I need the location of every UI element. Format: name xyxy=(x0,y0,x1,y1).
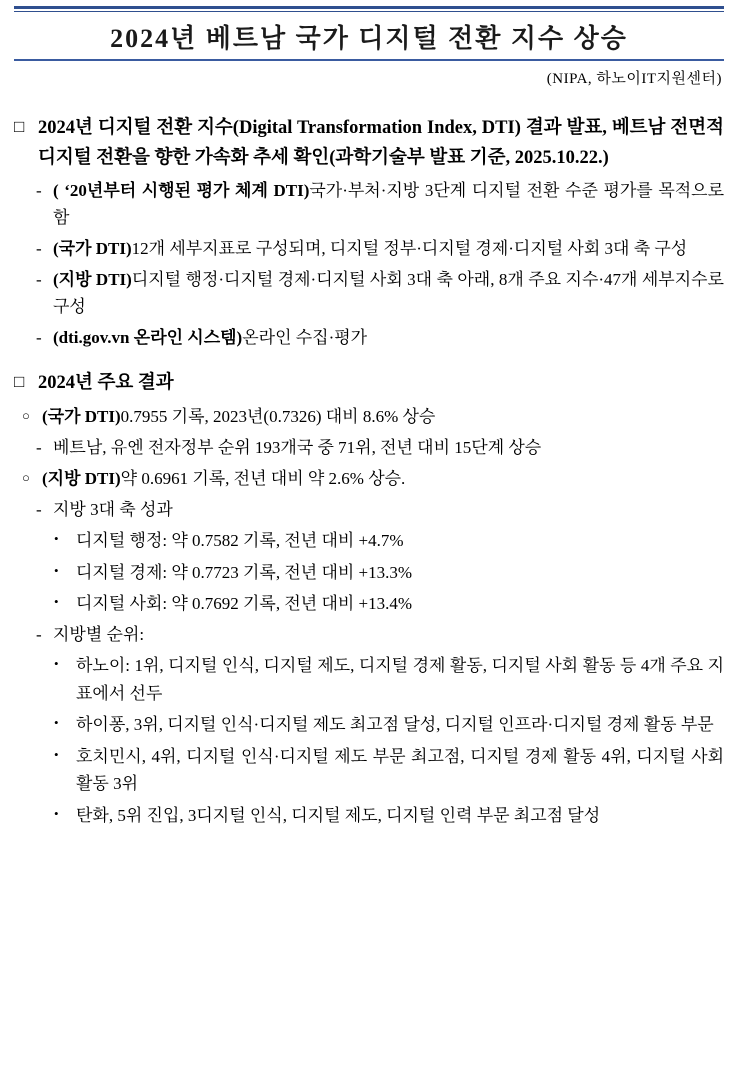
list-item-text xyxy=(53,266,724,321)
list-item-text xyxy=(53,324,724,352)
list-item-body: 디지털 사회: 약 0.7692 기록, 전년 대비 +13.4% xyxy=(76,594,413,614)
list-item-text xyxy=(53,235,724,263)
list-item-text xyxy=(76,802,724,830)
list-item xyxy=(14,711,724,739)
dot-bullet-icon: • xyxy=(54,594,59,610)
list-item-label: (지방 DTI) xyxy=(42,469,121,489)
dash-bullet-icon: - xyxy=(36,499,42,519)
list-item xyxy=(14,743,724,798)
list-item-body: 탄화, 5위 진입, 3디지털 인식, 디지털 제도, 디지털 인력 부문 최고점 달성 xyxy=(76,806,601,825)
dash-bullet-icon: - xyxy=(36,269,42,289)
section-heading-text: 2024년 주요 결과 xyxy=(38,373,174,394)
list-item xyxy=(14,434,724,462)
dot-bullet-icon: • xyxy=(54,806,59,821)
dot-bullet-icon: • xyxy=(54,715,59,731)
dot-bullet-icon: • xyxy=(54,656,59,672)
section-heading xyxy=(14,114,724,174)
list-item-text xyxy=(76,711,724,739)
dash-bullet-icon: - xyxy=(36,624,42,644)
list-item-text xyxy=(76,559,724,587)
source-attribution: (NIPA, 하노이IT지원센터) xyxy=(546,71,722,87)
list-item-body: 12개 세부지표로 구성되며, 디지털 정부·디지털 경제·디지털 사회 3대 축 구성 xyxy=(131,239,688,258)
list-item-text xyxy=(76,590,724,618)
list-item xyxy=(14,559,724,587)
list-item-body: 국가·부처·지방 3단계 디지털 전환 수준 평가를 목적으로 함 xyxy=(53,180,725,228)
list-item xyxy=(14,621,724,649)
list-item-text xyxy=(76,652,724,707)
list-item-text xyxy=(53,434,724,462)
circle-bullet-icon: ○ xyxy=(22,470,30,486)
list-item-body: 지방별 순위: xyxy=(53,624,145,644)
dash-bullet-icon: - xyxy=(36,180,42,200)
list-item xyxy=(14,802,724,830)
list-item-label: (국가 DTI) xyxy=(42,407,121,427)
list-item-label: (dti.gov.vn 온라인 시스템) xyxy=(53,327,243,347)
list-item-body: 하노이: 1위, 디지털 인식, 디지털 제도, 디지털 경제 활동, 디지털 사회 활동 등 4개 주요 지표에서 선두 xyxy=(76,656,724,703)
list-item-text xyxy=(76,743,724,798)
dash-bullet-icon: - xyxy=(36,327,42,347)
list-item-body: 0.7955 기록, 2023년(0.7326) 대비 8.6% 상승 xyxy=(120,407,436,427)
document-body xyxy=(14,88,724,830)
list-item xyxy=(14,266,724,321)
list-item-label: (지방 DTI) xyxy=(53,269,132,289)
list-item-body: 디지털 행정: 약 0.7582 기록, 전년 대비 +4.7% xyxy=(76,531,404,551)
dash-bullet-icon: - xyxy=(36,239,42,258)
list-item-label: (국가 DTI) xyxy=(53,239,132,258)
document-page xyxy=(0,6,738,1079)
square-bullet-icon: □ xyxy=(14,372,25,392)
list-item-body: 디지털 행정·디지털 경제·디지털 사회 3대 축 아래, 8개 주요 지수·47개 세부지수로 구성 xyxy=(53,269,724,317)
page-title: 2024년 베트남 국가 디지털 전환 지수 상승 xyxy=(110,24,628,53)
list-item xyxy=(14,403,724,431)
dot-bullet-icon: • xyxy=(54,562,59,578)
square-bullet-icon: □ xyxy=(14,117,25,136)
list-item-text xyxy=(53,496,724,524)
list-item xyxy=(14,496,724,524)
dot-bullet-icon: • xyxy=(54,531,59,547)
list-item xyxy=(14,527,724,555)
list-item-text xyxy=(53,621,724,649)
list-item-body: 약 0.6961 기록, 전년 대비 약 2.6% 상승. xyxy=(120,469,406,489)
dash-bullet-icon: - xyxy=(36,437,42,457)
list-item-text xyxy=(53,177,724,232)
list-item xyxy=(14,590,724,618)
list-item-text xyxy=(76,527,724,555)
list-item-label: ( ‘20년부터 시행된 평가 체계 DTI) xyxy=(53,180,310,200)
dot-bullet-icon: • xyxy=(54,746,59,762)
circle-bullet-icon: ○ xyxy=(22,408,30,424)
list-item-body: 하이퐁, 3위, 디지털 인식·디지털 제도 최고점 달성, 디지털 인프라·디지털 경제 활동 부문 xyxy=(76,715,714,735)
list-item xyxy=(14,177,724,232)
list-item-body: 디지털 경제: 약 0.7723 기록, 전년 대비 +13.3% xyxy=(76,562,413,582)
section-heading xyxy=(14,369,724,399)
list-item xyxy=(14,235,724,263)
list-item-body: 지방 3대 축 성과 xyxy=(53,499,173,519)
list-item xyxy=(14,324,724,352)
list-item xyxy=(14,465,724,493)
section-heading-text: 2024년 디지털 전환 지수(Digital Transformation Index, DTI) 결과 발표, 베트남 전면적 디지털 전환을 향한 가속화 추세 확인(과학기술부 발표 기준, 2025.10.22.) xyxy=(38,118,724,168)
list-item xyxy=(14,652,724,707)
list-item-body: 베트남, 유엔 전자정부 순위 193개국 중 71위, 전년 대비 15단계 상승 xyxy=(53,437,542,457)
list-item-body: 온라인 수집·평가 xyxy=(242,327,368,347)
section-spacer xyxy=(14,351,724,357)
list-item-text xyxy=(42,403,724,431)
title-rule xyxy=(14,59,724,61)
list-item-text xyxy=(42,465,724,493)
header-rule-top xyxy=(14,6,724,9)
list-item-body: 호치민시, 4위, 디지털 인식·디지털 제도 부문 최고점, 디지털 경제 활동 4위, 디지털 사회 활동 3위 xyxy=(76,746,724,794)
